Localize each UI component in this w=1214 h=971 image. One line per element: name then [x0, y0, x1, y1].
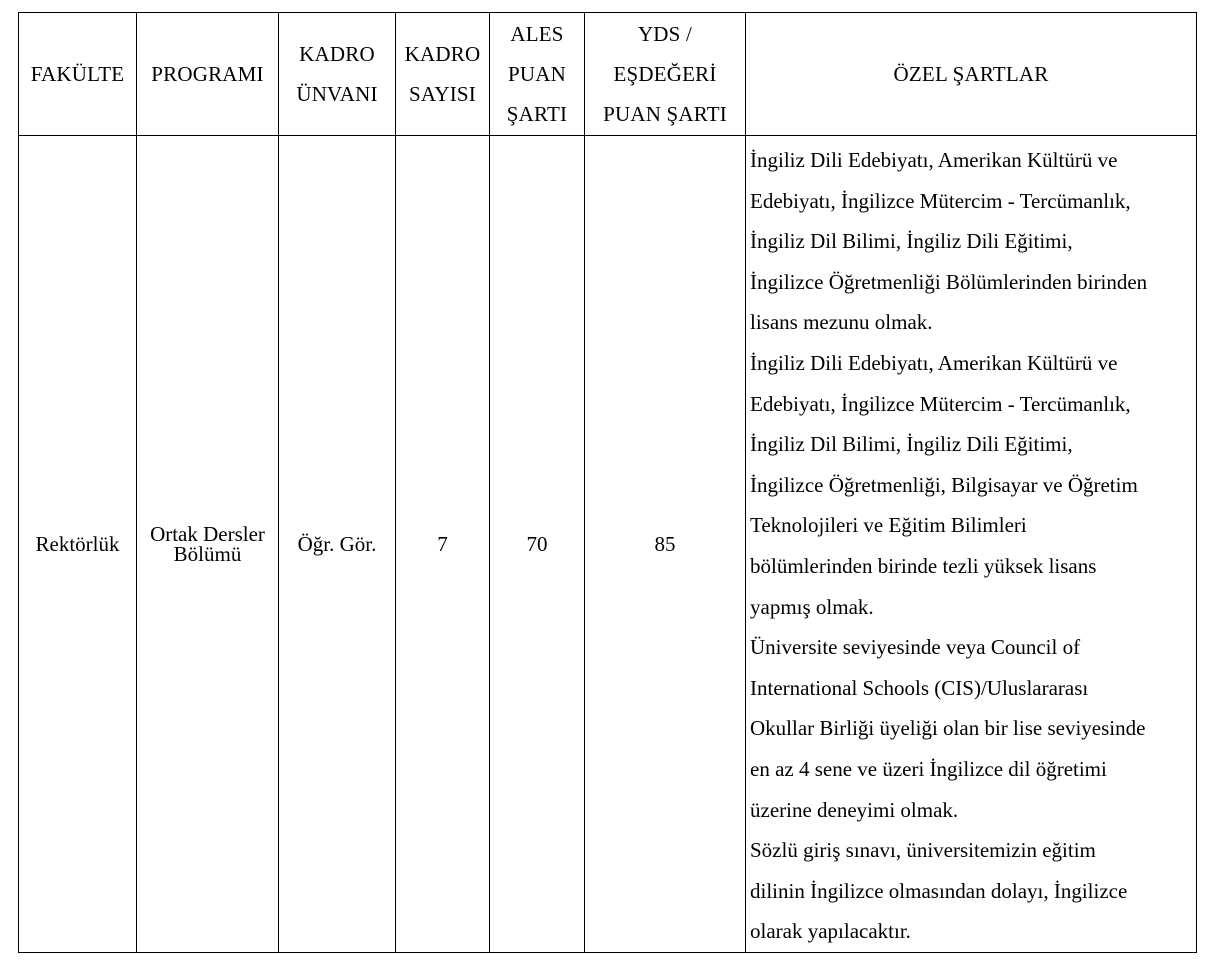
- staff-requirements-table: [18, 12, 1197, 953]
- special-line: en az 4 sene ve üzeri İngilizce dil öğretimi: [750, 756, 1107, 781]
- cell-program-line-1: Ortak Dersler: [150, 522, 265, 546]
- header-special-line: ÖZEL ŞARTLAR: [893, 62, 1049, 86]
- special-line: bölümlerinden birinde tezli yüksek lisans: [750, 553, 1097, 578]
- cell-program: [137, 136, 279, 953]
- special-line: İngilizce Öğretmenliği Bölümlerinden birinden: [750, 269, 1148, 294]
- header-program: [137, 13, 279, 136]
- cell-faculty: Rektörlük: [19, 136, 137, 953]
- table-row: [19, 136, 1197, 953]
- header-special: [746, 13, 1197, 136]
- header-row: [19, 13, 1197, 136]
- header-count: [396, 13, 490, 136]
- header-ales-line-2: PUAN: [508, 62, 566, 86]
- special-line: İngiliz Dil Bilimi, İngiliz Dili Eğitimi,: [750, 432, 1073, 457]
- header-program-line: PROGRAMI: [151, 62, 264, 86]
- special-line: Teknolojileri ve Eğitim Bilimleri: [750, 513, 1027, 538]
- special-line: lisans mezunu olmak.: [750, 310, 933, 335]
- special-line: dilinin İngilizce olmasından dolayı, İngilizce: [750, 878, 1128, 903]
- cell-special-requirements: [746, 136, 1197, 953]
- header-title-line-1: KADRO: [299, 42, 375, 66]
- header-count-line-1: KADRO: [404, 42, 481, 66]
- header-faculty-line: FAKÜLTE: [30, 62, 125, 86]
- special-line: International Schools (CIS)/Uluslararası: [750, 675, 1089, 700]
- special-line: İngiliz Dili Edebiyatı, Amerikan Kültürü ve: [750, 148, 1118, 172]
- special-line: olarak yapılacaktır.: [750, 919, 911, 944]
- header-ales-line-1: ALES: [510, 22, 564, 46]
- header-faculty: [19, 13, 137, 136]
- special-line: Okullar Birliği üyeliği olan bir lise seviyesinde: [750, 716, 1146, 741]
- header-yds-line-2: EŞDEĞERİ: [613, 62, 717, 86]
- special-line: Edebiyatı, İngilizce Mütercim - Tercümanlık,: [750, 391, 1131, 416]
- special-line: üzerine deneyimi olmak.: [750, 797, 959, 822]
- cell-title: Öğr. Gör.: [279, 136, 396, 953]
- special-line: İngiliz Dil Bilimi, İngiliz Dili Eğitimi,: [750, 229, 1073, 254]
- header-title: [279, 13, 396, 136]
- special-line: Sözlü giriş sınavı, üniversitemizin eğitim: [750, 838, 1096, 863]
- special-line: yapmış olmak.: [750, 594, 874, 619]
- special-line: Üniversite seviyesinde veya Council of: [750, 635, 1081, 660]
- special-line: Edebiyatı, İngilizce Mütercim - Tercümanlık,: [750, 188, 1131, 213]
- header-yds-line-1: YDS /: [637, 22, 693, 46]
- header-ales: [490, 13, 585, 136]
- special-line: İngilizce Öğretmenliği, Bilgisayar ve Öğretim: [750, 472, 1138, 497]
- special-line: İngiliz Dili Edebiyatı, Amerikan Kültürü ve: [750, 350, 1118, 375]
- cell-yds: 85: [585, 136, 746, 953]
- header-yds-line-3: PUAN ŞARTI: [603, 102, 727, 126]
- header-yds: [585, 13, 746, 136]
- cell-count: 7: [396, 136, 490, 953]
- header-ales-line-3: ŞARTI: [506, 102, 568, 126]
- cell-ales: 70: [490, 136, 585, 953]
- cell-program-line-2: Bölümü: [173, 542, 242, 566]
- header-count-line-2: SAYISI: [409, 82, 476, 106]
- header-title-line-2: ÜNVANI: [296, 82, 378, 106]
